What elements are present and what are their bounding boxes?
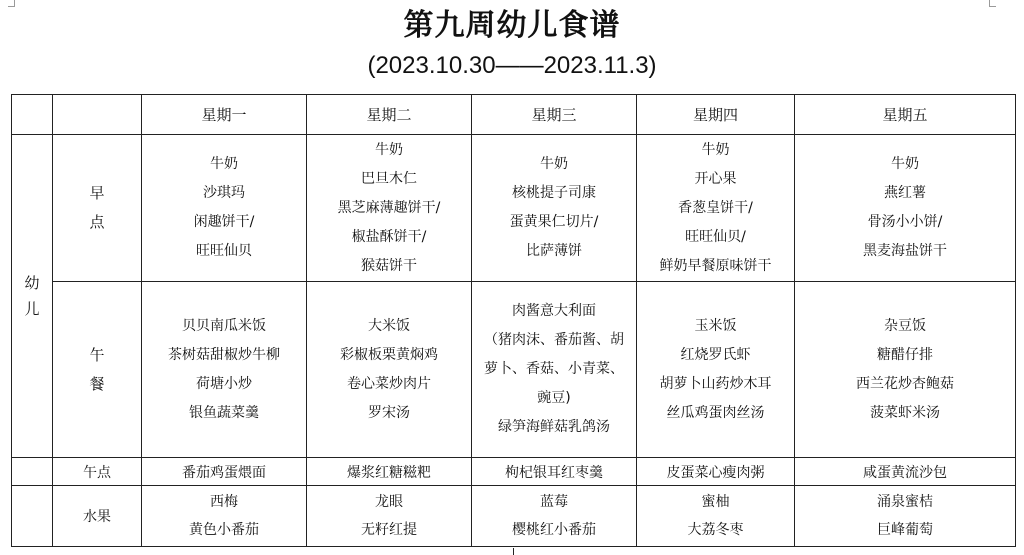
snack-cell-monday: 番茄鸡蛋煨面 [142, 458, 307, 486]
day-header-tuesday: 星期二 [307, 95, 472, 135]
menu-item: 罗宋汤 [368, 404, 410, 421]
menu-item: 无籽红提 [361, 522, 417, 538]
menu-item: 糖醋仔排 [877, 346, 933, 363]
fruit-cell-thursday [637, 486, 795, 547]
lunch-cell-thursday [637, 282, 795, 458]
menu-item: （猪肉沫、番茄酱、胡 [484, 332, 624, 348]
menu-item: 香葱皇饼干/ [678, 199, 753, 216]
menu-item: 西兰花炒杏鲍菇 [856, 375, 954, 392]
weekly-menu-table [11, 94, 1016, 547]
menu-item: 卷心菜炒肉片 [347, 375, 431, 392]
menu-item: 核桃提子司康 [512, 185, 596, 201]
breakfast-cell-wednesday [472, 135, 637, 282]
header-empty-cell [12, 95, 53, 135]
fruit-cell-friday [795, 486, 1016, 547]
day-header-wednesday: 星期三 [472, 95, 637, 135]
group-label-children [12, 135, 53, 458]
group-label-char: 儿 [24, 300, 40, 318]
menu-item: 牛奶 [210, 156, 238, 172]
menu-item: 旺旺仙贝 [196, 243, 252, 259]
breakfast-cell-monday [142, 135, 307, 282]
menu-item: 彩椒板栗黄焖鸡 [340, 346, 438, 363]
lunch-row [12, 282, 1016, 458]
day-header-friday: 星期五 [795, 95, 1016, 135]
lunch-cell-tuesday [307, 282, 472, 458]
menu-item: 沙琪玛 [203, 185, 245, 201]
menu-item: 西梅 [210, 494, 238, 510]
menu-item: 蛋黄果仁切片/ [509, 214, 599, 230]
header-row [12, 95, 1016, 135]
page-title: 第九周幼儿食谱 [403, 8, 621, 43]
lunch-cell-wednesday [472, 282, 637, 458]
snack-empty-cell [12, 458, 53, 486]
breakfast-cell-thursday [637, 135, 795, 282]
meal-label-lunch [53, 282, 142, 458]
text-cursor-mark [513, 548, 514, 555]
meal-label-snack: 午点 [53, 458, 142, 486]
menu-item: 鲜奶早餐原味饼干 [659, 257, 772, 274]
menu-item: 开心果 [694, 170, 737, 187]
menu-item: 龙眼 [375, 494, 403, 510]
menu-item: 茶树菇甜椒炒牛柳 [168, 346, 280, 363]
meal-label-fruit: 水果 [53, 486, 142, 547]
menu-item: 樱桃红小番茄 [512, 522, 596, 538]
group-label-char: 幼 [24, 274, 40, 292]
menu-item: 银鱼蔬菜羹 [189, 404, 259, 421]
breakfast-cell-tuesday [307, 135, 472, 282]
fruit-cell-wednesday [472, 486, 637, 547]
menu-item: 牛奶 [891, 156, 919, 172]
meal-label-char: 早 [89, 184, 105, 202]
snack-cell-tuesday: 爆浆红糖糍粑 [307, 458, 472, 486]
menu-item: 荷塘小炒 [196, 375, 252, 392]
fruit-empty-cell [12, 486, 53, 547]
fruit-row [12, 486, 1016, 547]
menu-item: 黑芝麻薄趣饼干/ [337, 199, 441, 216]
snack-cell-thursday: 皮蛋菜心瘦肉粥 [637, 458, 795, 486]
menu-item: 玉米饭 [694, 317, 737, 334]
meal-label-breakfast [53, 135, 142, 282]
menu-item: 贝贝南瓜米饭 [182, 317, 266, 334]
menu-item: 巴旦木仁 [361, 170, 417, 187]
menu-item: 牛奶 [701, 141, 730, 158]
lunch-cell-monday [142, 282, 307, 458]
menu-item: 燕红薯 [884, 185, 926, 201]
meal-label-char: 点 [89, 213, 105, 231]
snack-cell-friday: 咸蛋黄流沙包 [795, 458, 1016, 486]
menu-item: 肉酱意大利面 [512, 303, 596, 319]
menu-item: 椒盐酥饼干/ [351, 228, 427, 245]
menu-item: 旺旺仙贝/ [685, 228, 746, 245]
afternoon-snack-row [12, 458, 1016, 486]
menu-item: 牛奶 [540, 156, 568, 172]
menu-item: 大米饭 [368, 317, 410, 334]
menu-item: 豌豆) [537, 390, 571, 406]
day-header-thursday: 星期四 [637, 95, 795, 135]
lunch-cell-friday [795, 282, 1016, 458]
menu-item: 比萨薄饼 [526, 243, 582, 259]
menu-item: 涌泉蜜桔 [877, 494, 933, 510]
menu-item: 蜜柚 [701, 494, 730, 510]
menu-item: 红烧罗氏虾 [680, 346, 751, 363]
meal-label-char: 午 [89, 345, 105, 364]
menu-item: 大荔冬枣 [687, 522, 744, 538]
menu-item: 菠菜虾米汤 [870, 404, 940, 421]
menu-item: 牛奶 [375, 141, 403, 158]
day-header-monday: 星期一 [142, 95, 307, 135]
menu-item: 黄色小番茄 [189, 522, 259, 538]
breakfast-cell-friday [795, 135, 1016, 282]
menu-item: 闲趣饼干/ [193, 214, 255, 230]
snack-cell-wednesday: 枸杞银耳红枣羹 [472, 458, 637, 486]
menu-item: 蓝莓 [540, 494, 568, 510]
menu-item: 黑麦海盐饼干 [863, 243, 947, 259]
menu-item: 萝卜、香菇、小青菜、 [484, 361, 624, 377]
menu-item: 丝瓜鸡蛋肉丝汤 [666, 404, 765, 421]
menu-item: 胡萝卜山药炒木耳 [659, 375, 772, 392]
menu-item: 骨汤小小饼/ [867, 214, 943, 230]
breakfast-row [12, 135, 1016, 282]
meal-label-char: 餐 [89, 374, 105, 393]
date-range-subtitle: (2023.10.30——2023.11.3) [367, 52, 657, 79]
menu-item: 杂豆饭 [884, 317, 926, 334]
fruit-cell-monday [142, 486, 307, 547]
menu-item: 绿笋海鲜菇乳鸽汤 [498, 419, 610, 435]
menu-item: 巨峰葡萄 [877, 522, 933, 538]
header-meal-cell [53, 95, 142, 135]
menu-item: 猴菇饼干 [361, 257, 417, 274]
fruit-cell-tuesday [307, 486, 472, 547]
